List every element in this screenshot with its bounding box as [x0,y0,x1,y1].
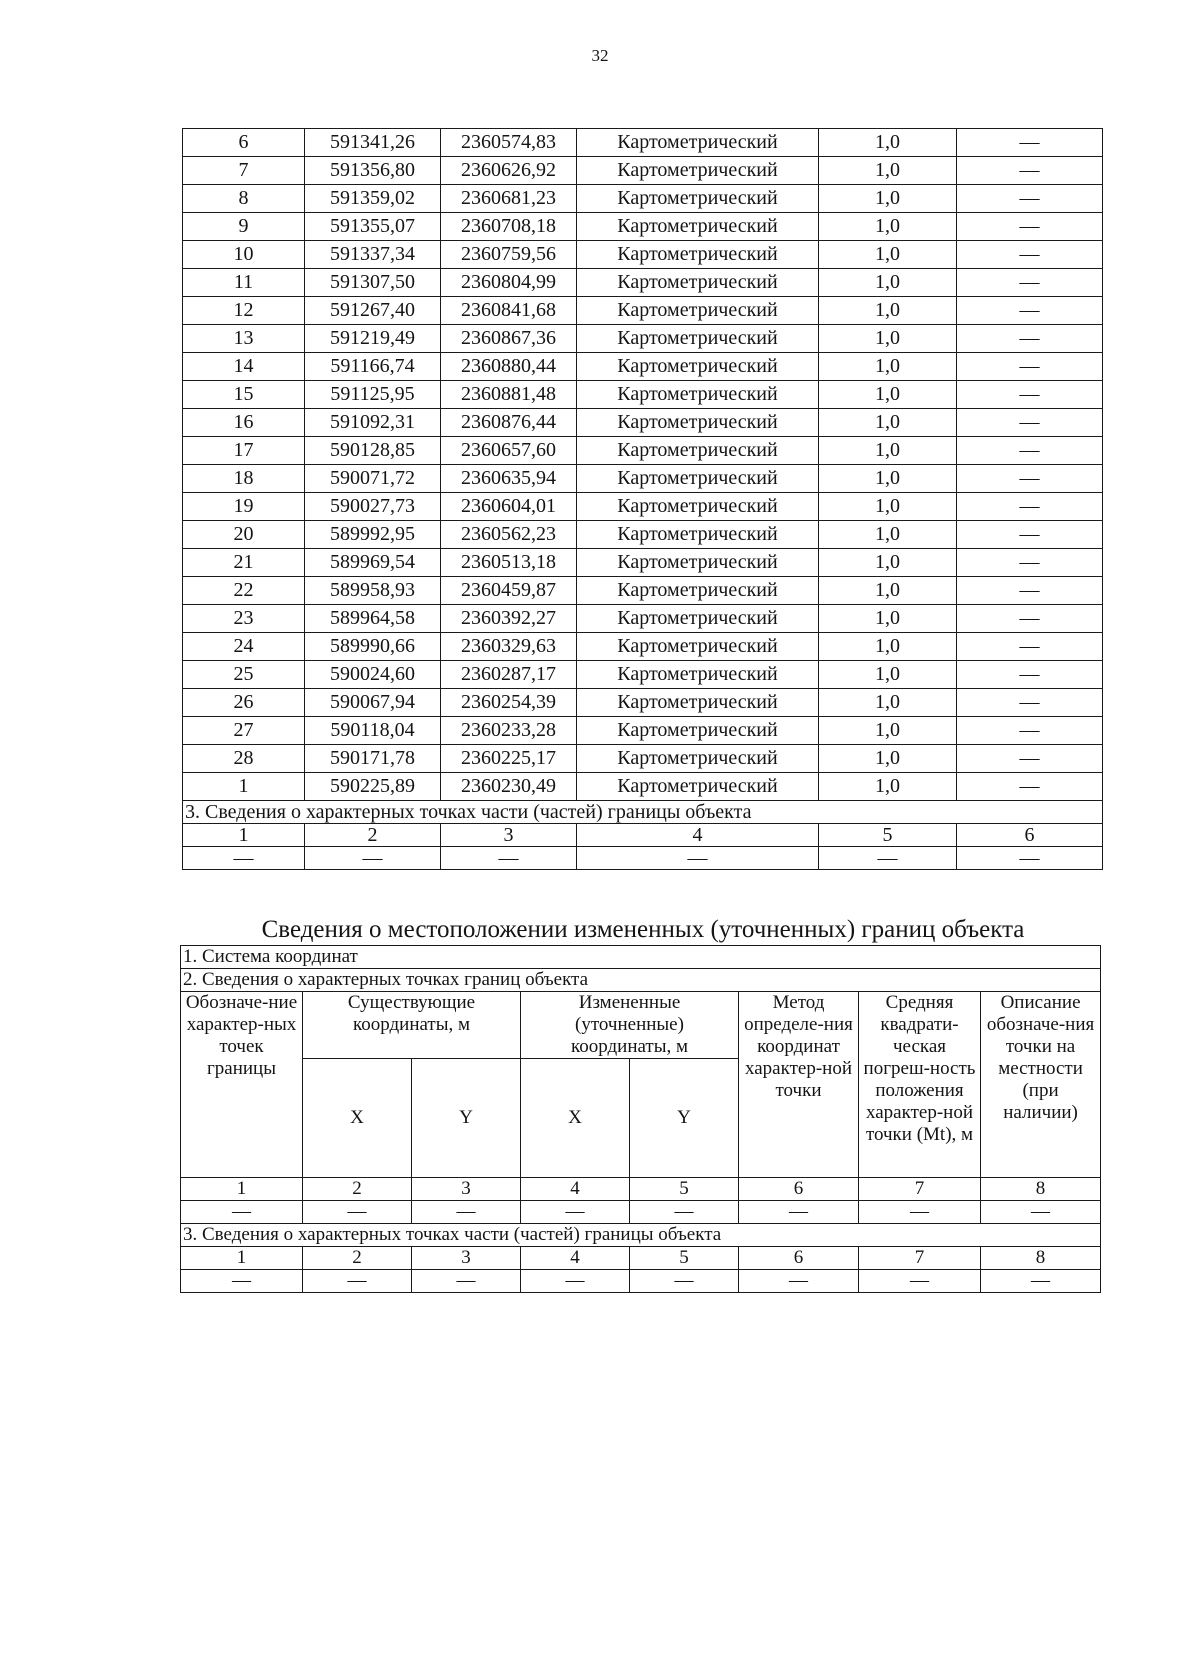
empty-cell: — [412,1270,521,1293]
point-number-cell: 16 [183,409,305,437]
description-cell: — [957,633,1103,661]
column-number: 8 [981,1178,1101,1201]
coord-x-cell: 591092,31 [305,409,441,437]
coord-x-cell: 589990,66 [305,633,441,661]
section3-row [181,1224,1101,1247]
description-cell: — [957,353,1103,381]
accuracy-cell: 1,0 [819,297,957,325]
accuracy-cell: 1,0 [819,577,957,605]
description-header: Описание обозначе-ния точки на местности (при наличии) [981,992,1101,1178]
table-row [183,381,1103,409]
table-row [183,633,1103,661]
method-cell: Картометрический [577,185,819,213]
coord-y-cell: 2360626,92 [441,157,577,185]
table-row [183,185,1103,213]
point-number-cell: 22 [183,577,305,605]
coord-x-cell: 591267,40 [305,297,441,325]
table-row [183,409,1103,437]
coordinate-system-label: 1. Система координат [181,946,1101,969]
description-cell: — [957,185,1103,213]
coord-y-cell: 2360657,60 [441,437,577,465]
changed-boundaries-table [180,945,1101,1293]
column-number: 3 [412,1178,521,1201]
empty-cell: — [859,1201,981,1224]
description-cell: — [957,381,1103,409]
empty-cell: — [441,847,577,870]
coord-x-cell: 591356,80 [305,157,441,185]
section3-title-row [183,801,1103,824]
page-number: 32 [591,46,609,65]
coord-y-cell: 2360574,83 [441,129,577,157]
method-cell: Картометрический [577,241,819,269]
accuracy-cell: 1,0 [819,213,957,241]
method-cell: Картометрический [577,129,819,157]
empty-cell: — [819,847,957,870]
table-row [183,661,1103,689]
coord-x-cell: 589969,54 [305,549,441,577]
accuracy-cell: 1,0 [819,717,957,745]
empty-cell: — [739,1201,859,1224]
accuracy-cell: 1,0 [819,353,957,381]
point-number-cell: 23 [183,605,305,633]
description-cell: — [957,661,1103,689]
empty-cell: — [521,1201,630,1224]
point-number-cell: 24 [183,633,305,661]
description-cell: — [957,297,1103,325]
method-cell: Картометрический [577,717,819,745]
coord-x-cell: 591341,26 [305,129,441,157]
coord-y-cell: 2360459,87 [441,577,577,605]
table-row [183,297,1103,325]
y-header: Y [412,1059,521,1178]
coord-x-cell: 591359,02 [305,185,441,213]
point-number-cell: 14 [183,353,305,381]
empty-cell: — [305,847,441,870]
point-number-cell: 1 [183,773,305,801]
coord-x-cell: 591125,95 [305,381,441,409]
accuracy-cell: 1,0 [819,325,957,353]
accuracy-cell: 1,0 [819,465,957,493]
dash-row [181,1201,1101,1224]
column-number: 6 [739,1247,859,1270]
accuracy-cell: 1,0 [819,129,957,157]
table-row [183,521,1103,549]
column-number: 5 [630,1178,739,1201]
coord-y-cell: 2360759,56 [441,241,577,269]
column-number: 1 [181,1247,303,1270]
coord-y-cell: 2360681,23 [441,185,577,213]
coord-x-cell: 591337,34 [305,241,441,269]
column-number: 5 [630,1247,739,1270]
description-cell: — [957,437,1103,465]
point-number-cell: 21 [183,549,305,577]
empty-cell: — [981,1270,1101,1293]
method-cell: Картометрический [577,269,819,297]
column-number: 7 [859,1178,981,1201]
coord-x-cell: 589992,95 [305,521,441,549]
accuracy-cell: 1,0 [819,269,957,297]
table-row [183,605,1103,633]
coord-x-cell: 591355,07 [305,213,441,241]
point-number-cell: 19 [183,493,305,521]
empty-cell: — [630,1270,739,1293]
points-section-label: 2. Сведения о характерных точках границ объекта [181,969,1101,992]
table-row [183,773,1103,801]
description-cell: — [957,213,1103,241]
description-cell: — [957,493,1103,521]
coord-y-cell: 2360635,94 [441,465,577,493]
method-cell: Картометрический [577,773,819,801]
point-number-cell: 6 [183,129,305,157]
table-row [183,353,1103,381]
coord-y-cell: 2360392,27 [441,605,577,633]
coord-y-cell: 2360562,23 [441,521,577,549]
coord-y-cell: 2360880,44 [441,353,577,381]
empty-cell: — [183,847,305,870]
empty-cell: — [181,1270,303,1293]
description-cell: — [957,577,1103,605]
section3-number-row [183,824,1103,847]
coord-x-cell: 590027,73 [305,493,441,521]
accuracy-cell: 1,0 [819,549,957,577]
table-row [183,717,1103,745]
empty-cell: — [859,1270,981,1293]
column-number: 3 [412,1247,521,1270]
coord-x-cell: 590171,78 [305,745,441,773]
coord-y-cell: 2360841,68 [441,297,577,325]
coord-y-cell: 2360329,63 [441,633,577,661]
description-cell: — [957,465,1103,493]
boundary-points-table-body [183,129,1103,801]
method-cell: Картометрический [577,213,819,241]
empty-cell: — [577,847,819,870]
description-cell: — [957,129,1103,157]
method-cell: Картометрический [577,297,819,325]
empty-cell: — [957,847,1103,870]
point-number-cell: 27 [183,717,305,745]
coord-x-cell: 589958,93 [305,577,441,605]
column-number: 2 [303,1178,412,1201]
header-row [181,992,1101,1059]
error-header: Средняя квадрати-ческая погреш-ность положения характер-ной точки (Mt), м [859,992,981,1178]
point-number-cell: 20 [183,521,305,549]
coord-y-cell: 2360233,28 [441,717,577,745]
description-cell: — [957,241,1103,269]
method-cell: Картометрический [577,689,819,717]
column-number: 6 [739,1178,859,1201]
coord-x-cell: 590071,72 [305,465,441,493]
empty-cell: — [412,1201,521,1224]
column-number: 7 [859,1247,981,1270]
method-cell: Картометрический [577,661,819,689]
table-row [183,577,1103,605]
method-cell: Картометрический [577,353,819,381]
column-number: 4 [577,824,819,847]
column-number: 2 [305,824,441,847]
column-number: 6 [957,824,1103,847]
designation-header: Обозначе-ние характер-ных точек границы [181,992,303,1178]
description-cell: — [957,717,1103,745]
table-row [183,157,1103,185]
description-cell: — [957,605,1103,633]
coord-y-cell: 2360881,48 [441,381,577,409]
empty-cell: — [981,1201,1101,1224]
accuracy-cell: 1,0 [819,241,957,269]
coord-x-cell: 590225,89 [305,773,441,801]
boundary-points-table [182,128,1103,870]
table-row [183,269,1103,297]
accuracy-cell: 1,0 [819,661,957,689]
section-title: Сведения о местоположении измененных (уточненных) границ объекта [261,916,1025,943]
accuracy-cell: 1,0 [819,689,957,717]
column-number: 5 [819,824,957,847]
coord-x-cell: 591166,74 [305,353,441,381]
method-cell: Картометрический [577,577,819,605]
coord-x-cell: 590067,94 [305,689,441,717]
table-row [183,241,1103,269]
empty-cell: — [630,1201,739,1224]
coord-x-cell: 590128,85 [305,437,441,465]
method-cell: Картометрический [577,633,819,661]
existing-coords-header: Существующие координаты, м [303,992,521,1059]
empty-cell: — [181,1201,303,1224]
section3-title: 3. Сведения о характерных точках части (частей) границы объекта [181,1224,1101,1247]
number-row [181,1178,1101,1201]
coord-y-cell: 2360604,01 [441,493,577,521]
column-number: 3 [441,824,577,847]
accuracy-cell: 1,0 [819,381,957,409]
method-cell: Картометрический [577,605,819,633]
point-number-cell: 15 [183,381,305,409]
coord-x-cell: 589964,58 [305,605,441,633]
column-number: 1 [181,1178,303,1201]
coord-x-cell: 590118,04 [305,717,441,745]
empty-cell: — [739,1270,859,1293]
section2-row [181,969,1101,992]
description-cell: — [957,157,1103,185]
empty-cell: — [521,1270,630,1293]
method-cell: Картометрический [577,493,819,521]
description-cell: — [957,773,1103,801]
method-header: Метод определе-ния координат характер-ной точки [739,992,859,1178]
method-cell: Картометрический [577,465,819,493]
point-number-cell: 17 [183,437,305,465]
section3-title: 3. Сведения о характерных точках части (частей) границы объекта [183,801,1103,824]
column-number: 4 [521,1178,630,1201]
accuracy-cell: 1,0 [819,437,957,465]
accuracy-cell: 1,0 [819,521,957,549]
accuracy-cell: 1,0 [819,185,957,213]
section3-number-row [181,1247,1101,1270]
description-cell: — [957,521,1103,549]
coord-x-cell: 591307,50 [305,269,441,297]
section3-dash-row [183,847,1103,870]
method-cell: Картометрический [577,157,819,185]
description-cell: — [957,745,1103,773]
coord-y-cell: 2360230,49 [441,773,577,801]
table-row [183,689,1103,717]
method-cell: Картометрический [577,381,819,409]
coord-y-cell: 2360287,17 [441,661,577,689]
accuracy-cell: 1,0 [819,773,957,801]
description-cell: — [957,269,1103,297]
y-header: Y [630,1059,739,1178]
description-cell: — [957,325,1103,353]
accuracy-cell: 1,0 [819,493,957,521]
coord-y-cell: 2360513,18 [441,549,577,577]
point-number-cell: 18 [183,465,305,493]
accuracy-cell: 1,0 [819,745,957,773]
point-number-cell: 7 [183,157,305,185]
column-number: 2 [303,1247,412,1270]
method-cell: Картометрический [577,549,819,577]
table-row [183,437,1103,465]
coord-y-cell: 2360876,44 [441,409,577,437]
point-number-cell: 12 [183,297,305,325]
point-number-cell: 8 [183,185,305,213]
description-cell: — [957,689,1103,717]
coord-x-cell: 590024,60 [305,661,441,689]
table-row [183,465,1103,493]
accuracy-cell: 1,0 [819,633,957,661]
point-number-cell: 13 [183,325,305,353]
method-cell: Картометрический [577,409,819,437]
x-header: X [303,1059,412,1178]
x-header: X [521,1059,630,1178]
column-number: 1 [183,824,305,847]
method-cell: Картометрический [577,745,819,773]
point-number-cell: 28 [183,745,305,773]
table-row [183,549,1103,577]
accuracy-cell: 1,0 [819,409,957,437]
empty-cell: — [303,1201,412,1224]
column-number: 4 [521,1247,630,1270]
column-number: 8 [981,1247,1101,1270]
table-row [183,213,1103,241]
description-cell: — [957,549,1103,577]
coord-y-cell: 2360225,17 [441,745,577,773]
accuracy-cell: 1,0 [819,157,957,185]
coord-y-cell: 2360804,99 [441,269,577,297]
method-cell: Картометрический [577,325,819,353]
table-row [183,325,1103,353]
point-number-cell: 11 [183,269,305,297]
table-row [183,129,1103,157]
point-number-cell: 26 [183,689,305,717]
method-cell: Картометрический [577,521,819,549]
accuracy-cell: 1,0 [819,605,957,633]
table-row [183,493,1103,521]
description-cell: — [957,409,1103,437]
empty-cell: — [303,1270,412,1293]
method-cell: Картометрический [577,437,819,465]
table-row [183,745,1103,773]
point-number-cell: 9 [183,213,305,241]
coord-y-cell: 2360867,36 [441,325,577,353]
point-number-cell: 10 [183,241,305,269]
section1-row [181,946,1101,969]
coord-y-cell: 2360254,39 [441,689,577,717]
coord-x-cell: 591219,49 [305,325,441,353]
changed-coords-header: Измененные (уточненные) координаты, м [521,992,739,1059]
point-number-cell: 25 [183,661,305,689]
section3-dash-row [181,1270,1101,1293]
coord-y-cell: 2360708,18 [441,213,577,241]
